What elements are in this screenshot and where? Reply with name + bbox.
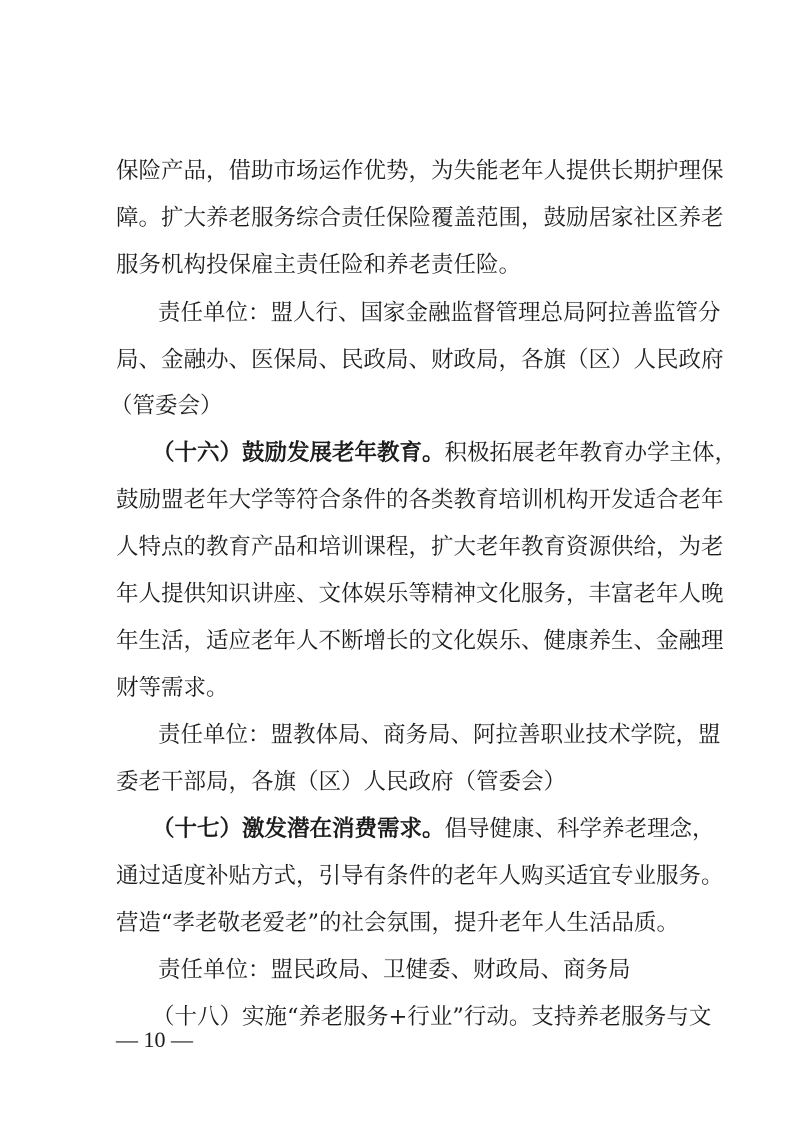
text-line: 责任单位：盟教体局、商务局、阿拉善职业技术学院，盟: [158, 722, 721, 748]
text-line: 障。扩大养老服务综合责任保险覆盖范围，鼓励居家社区养老: [116, 205, 724, 231]
page-number: — 10 —: [116, 1027, 193, 1052]
text-line: 责任单位：盟人行、国家金融监督管理总局阿拉善监管分: [158, 300, 721, 326]
text-line: 营造“孝老敬老爱老”的社会氛围，提升老年人生活品质。: [116, 910, 680, 936]
text-line: 服务机构投保雇主责任险和养老责任险。: [116, 252, 522, 278]
text-line: （十六）鼓励发展老年教育。积极拓展老年教育办学主体，: [152, 440, 738, 466]
section-heading: （十七）激发潜在消费需求。: [152, 816, 445, 842]
text-line: 通过适度补贴方式，引导有条件的老年人购买适宜专业服务。: [116, 863, 724, 889]
text-line: 财等需求。: [116, 675, 229, 701]
text-line: 人特点的教育产品和培训课程，扩大老年教育资源供给，为老: [116, 534, 724, 560]
text-line: 责任单位：盟民政局、卫健委、财政局、商务局: [158, 957, 631, 983]
text-line: 保险产品，借助市场运作优势，为失能老年人提供长期护理保: [116, 158, 724, 184]
section-heading: （十八）实施“养老服务+行业”行动。: [152, 1004, 532, 1030]
text-line: （十八）实施“养老服务+行业”行动。支持养老服务与文: [152, 1004, 712, 1030]
text-line: 局、金融办、医保局、民政局、财政局，各旗（区）人民政府: [116, 347, 724, 373]
text-line: 年生活，适应老年人不断增长的文化娱乐、健康养生、金融理: [116, 628, 724, 654]
text-line: 鼓励盟老年大学等符合条件的各类教育培训机构开发适合老年: [116, 487, 724, 513]
text-line: 年人提供知识讲座、文体娱乐等精神文化服务，丰富老年人晚: [116, 581, 724, 607]
text-line: 委老干部局，各旗（区）人民政府（管委会）: [116, 769, 567, 795]
section-heading: （十六）鼓励发展老年教育。: [152, 440, 445, 466]
text-line: （管委会）: [110, 393, 223, 419]
text-line: （十七）激发潜在消费需求。倡导健康、科学养老理念，: [152, 816, 715, 842]
